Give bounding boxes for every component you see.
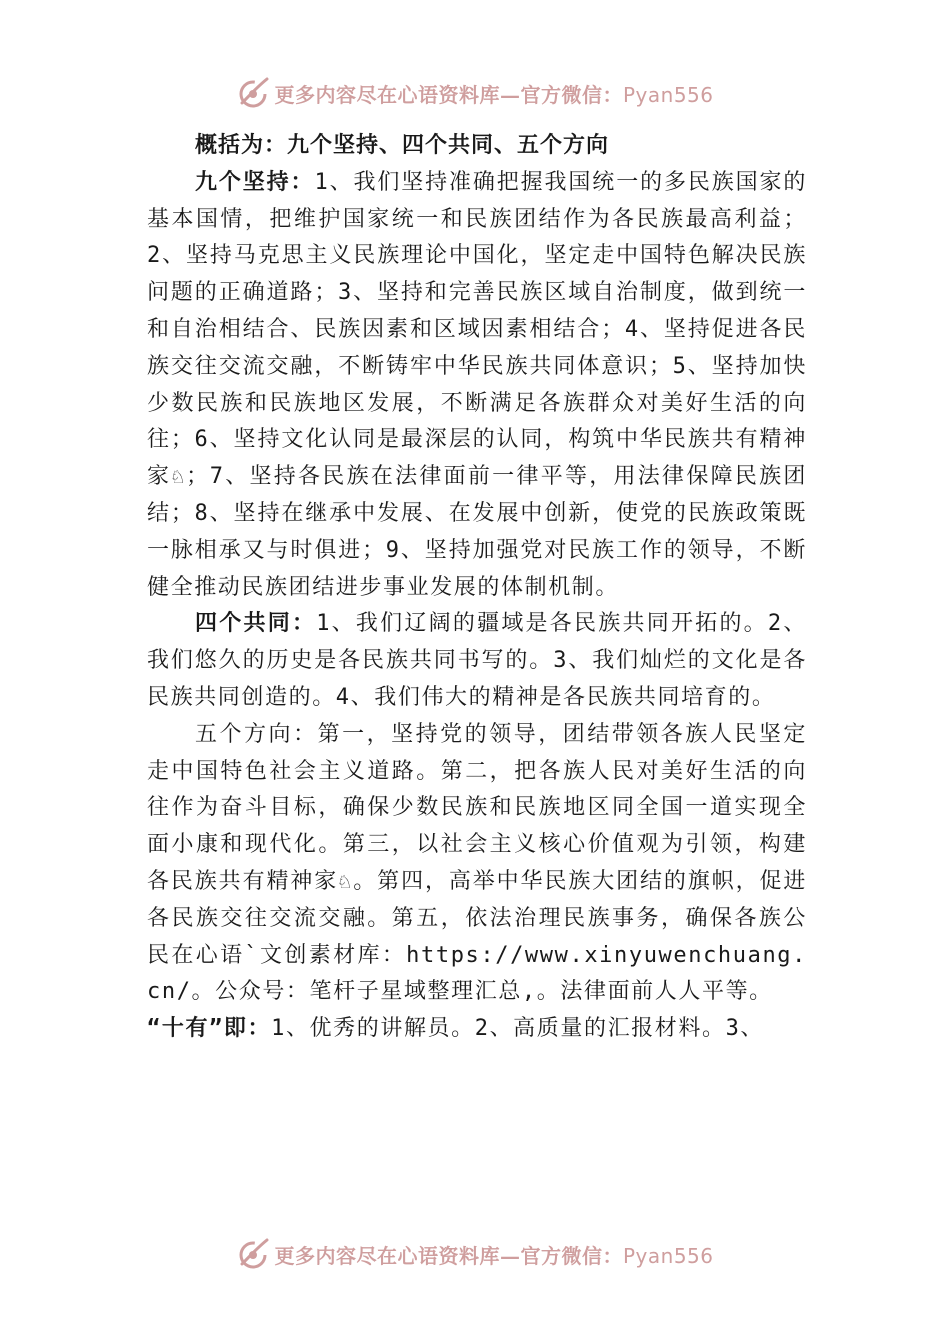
summary-heading: 概括为：九个坚持、四个共同、五个方向 [195,133,610,158]
paragraph-ten-haves [147,1011,807,1048]
paragraph-text: 五个方向：第一，坚持党的领导，团结带领各族人民坚定走中国特色社会主义道路。第二，把各族人民对美好生活的向往作为奋斗目标，确保少数民族和民族地区同全国一道实现全面小康和现代化。第三，以社会主义核心价值观为引领，构建各民族共有精神家♘。第四，高举中华民族大团结的旗帜，促进各民族交往交流交融。第五，依法治理民族事务，确保各族公民在心语`文创素材库：https://www.xinyuwenchuang.cn/。公众号：笔杆子星域整理汇总,。法律面前人人平等。 [147,721,807,1005]
watermark-text: 更多内容尽在心语资料库—官方微信：Pyan556 [274,1243,714,1268]
paragraph-four-commons [147,606,807,716]
brush-logo-icon [236,1237,270,1271]
paragraph-text: 1、我们辽阔的疆域是各民族共同开拓的。2、我们悠久的历史是各民族共同书写的。3、我们灿烂的文化是各民族共同创造的。4、我们伟大的精神是各民族共同培育的。 [147,611,807,710]
watermark-text: 更多内容尽在心语资料库—官方微信：Pyan556 [274,82,714,107]
watermark-banner-top [0,73,950,113]
paragraph-five-directions [147,717,807,1011]
paragraph-lead: “十有”即： [147,1016,272,1042]
watermark-banner-bottom [0,1234,950,1274]
paragraph-nine-adherences [147,165,807,607]
paragraph-text: 1、我们坚持准确把握我国统一的多民族国家的基本国情，把维护国家统一和民族团结作为各民族最高利益；2、坚持马克思主义民族理论中国化，坚定走中国特色解决民族问题的正确道路；3、坚持和完善民族区域自治制度，做到统一和自治相结合、民族因素和区域因素相结合；4、坚持促进各民族交往交流交融，不断铸牢中华民族共同体意识；5、坚持加快少数民族和民族地区发展，不断满足各族群众对美好生活的向往；6、坚持文化认同是最深层的认同，构筑中华民族共有精神家♘；7、坚持各民族在法律面前一律平等，用法律保障民族团结；8、坚持在继承中发展、在发展中创新，使党的民族政策既一脉相承又与时俱进；9、坚持加强党对民族工作的领导，不断健全推动民族团结进步事业发展的体制机制。 [147,169,808,600]
brush-logo-icon [236,76,270,110]
paragraph-text: 1、优秀的讲解员。2、高质量的汇报材料。3、 [271,1016,765,1042]
document-body [147,128,807,1048]
paragraph-lead: 四个共同： [195,611,317,637]
paragraph-lead: 九个坚持： [195,169,315,195]
